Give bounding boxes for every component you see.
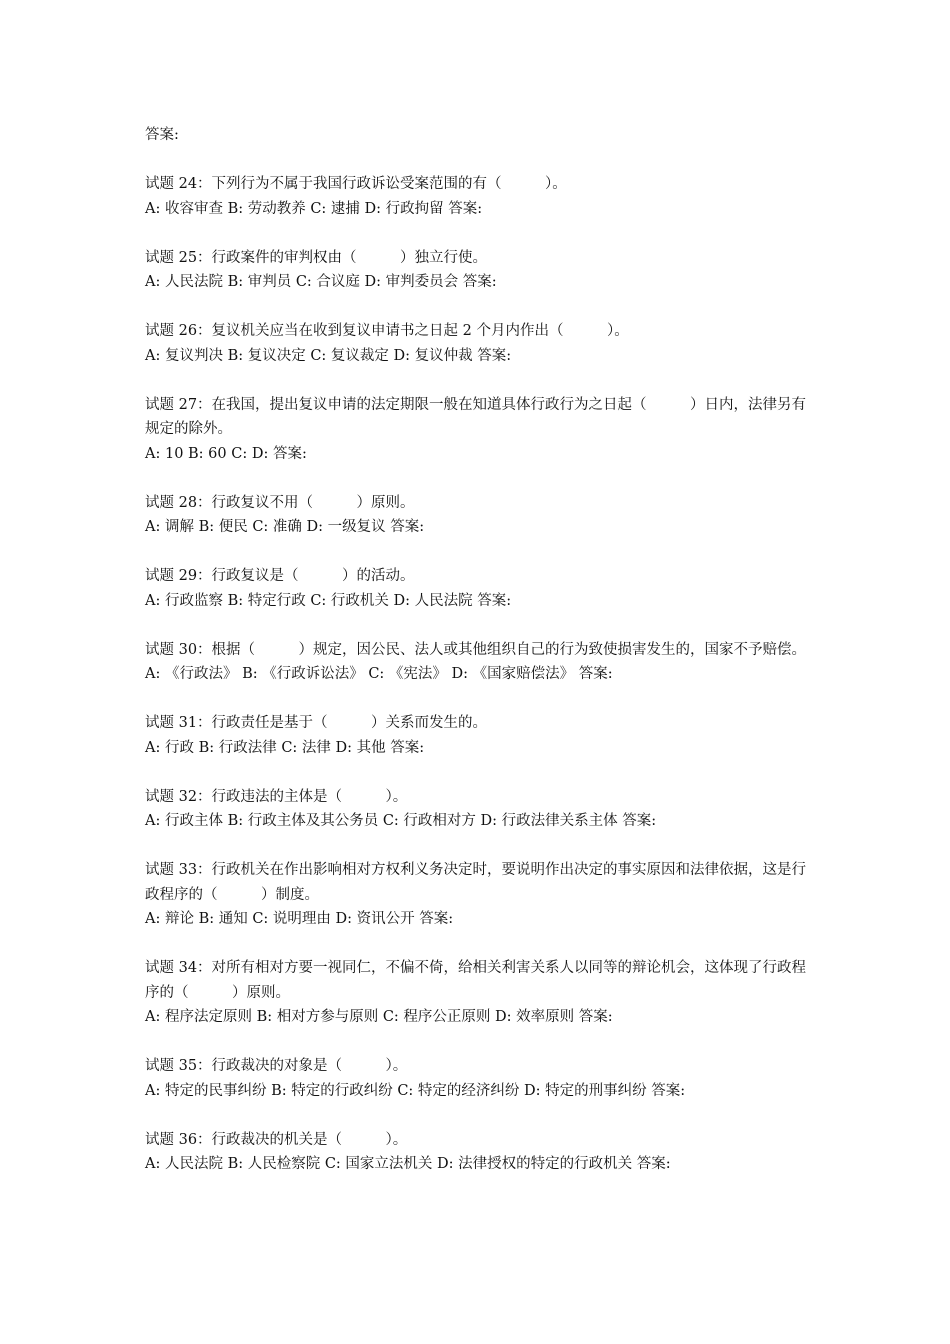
question-stem: 试题 27：在我国，提出复议申请的法定期限一般在知道具体行政行为之日起（ ）日内，法律另有规定的除外。: [145, 396, 807, 437]
question-stem: 试题 33：行政机关在作出影响相对方权利义务决定时，要说明作出决定的事实原因和法律依据，这是行政程序的（ ）制度。: [145, 862, 807, 903]
question-32: [145, 785, 815, 834]
question-options: A: 人民法院 B: 审判员 C: 合议庭 D: 审判委员会 答案:: [145, 274, 497, 290]
question-35: [145, 1054, 815, 1103]
question-29: [145, 564, 815, 613]
question-options: A: 收容审查 B: 劳动教养 C: 逮捕 D: 行政拘留 答案:: [145, 200, 483, 217]
question-25: [145, 246, 815, 295]
question-options: A: 程序法定原则 B: 相对方参与原则 C: 程序公正原则 D: 效率原则 答案:: [145, 1009, 613, 1025]
question-options: A: 10 B: 60 C: D: 答案:: [145, 445, 307, 462]
question-34: [145, 956, 815, 1030]
question-options: A: 行政 B: 行政法律 C: 法律 D: 其他 答案:: [145, 739, 425, 756]
question-stem: 试题 34：对所有相对方要一视同仁，不偏不倚，给相关利害关系人以同等的辩论机会，这体现了行政程序的（ ）原则。: [145, 960, 807, 1001]
question-stem: 试题 35：行政裁决的对象是（ ）。: [145, 1058, 408, 1074]
question-36: [145, 1128, 815, 1177]
question-stem: 试题 30：根据（ ）规定，因公民、法人或其他组织自己的行为致使损害发生的，国家不予赔偿。: [145, 641, 807, 658]
question-28: [145, 491, 815, 540]
question-33: [145, 858, 815, 932]
document-content: [145, 123, 815, 1201]
question-options: A: 辩论 B: 通知 C: 说明理由 D: 资讯公开 答案:: [145, 911, 454, 927]
question-stem: 试题 26：复议机关应当在收到复议申请书之日起 2 个月内作出（ ）。: [145, 323, 629, 339]
question-options: A: 复议判决 B: 复议决定 C: 复议裁定 D: 复议仲裁 答案:: [145, 347, 512, 364]
question-options: A: 行政监察 B: 特定行政 C: 行政机关 D: 人民法院 答案:: [145, 592, 512, 609]
question-stem: 试题 29：行政复议是（ ）的活动。: [145, 568, 415, 584]
question-stem: 试题 24：下列行为不属于我国行政诉讼受案范围的有（ ）。: [145, 176, 567, 192]
question-stem: 试题 36：行政裁决的机关是（ ）。: [145, 1131, 408, 1148]
question-options: A: 调解 B: 便民 C: 准确 D: 一级复议 答案:: [145, 519, 425, 535]
question-stem: 试题 28：行政复议不用（ ）原则。: [145, 494, 415, 511]
question-options: A: 《行政法》 B: 《行政诉讼法》 C: 《宪法》 D: 《国家赔偿法》 答案:: [145, 666, 613, 682]
question-24: [145, 172, 815, 221]
question-options: A: 特定的民事纠纷 B: 特定的行政纠纷 C: 特定的经济纠纷 D: 特定的刑事纠纷 答案:: [145, 1082, 686, 1099]
question-stem: 试题 31：行政责任是基于（ ）关系而发生的。: [145, 715, 488, 731]
question-27: [145, 393, 815, 467]
question-options: A: 人民法院 B: 人民检察院 C: 国家立法机关 D: 法律授权的特定的行政机关 答案:: [145, 1156, 671, 1172]
lead-answer-text: 答案:: [145, 127, 179, 143]
question-26: [145, 319, 815, 368]
question-stem: 试题 32：行政违法的主体是（ ）。: [145, 788, 408, 805]
question-30: [145, 638, 815, 687]
question-options: A: 行政主体 B: 行政主体及其公务员 C: 行政相对方 D: 行政法律关系主体 答案:: [145, 813, 657, 829]
question-31: [145, 711, 815, 760]
question-stem: 试题 25：行政案件的审判权由（ ）独立行使。: [145, 249, 488, 266]
